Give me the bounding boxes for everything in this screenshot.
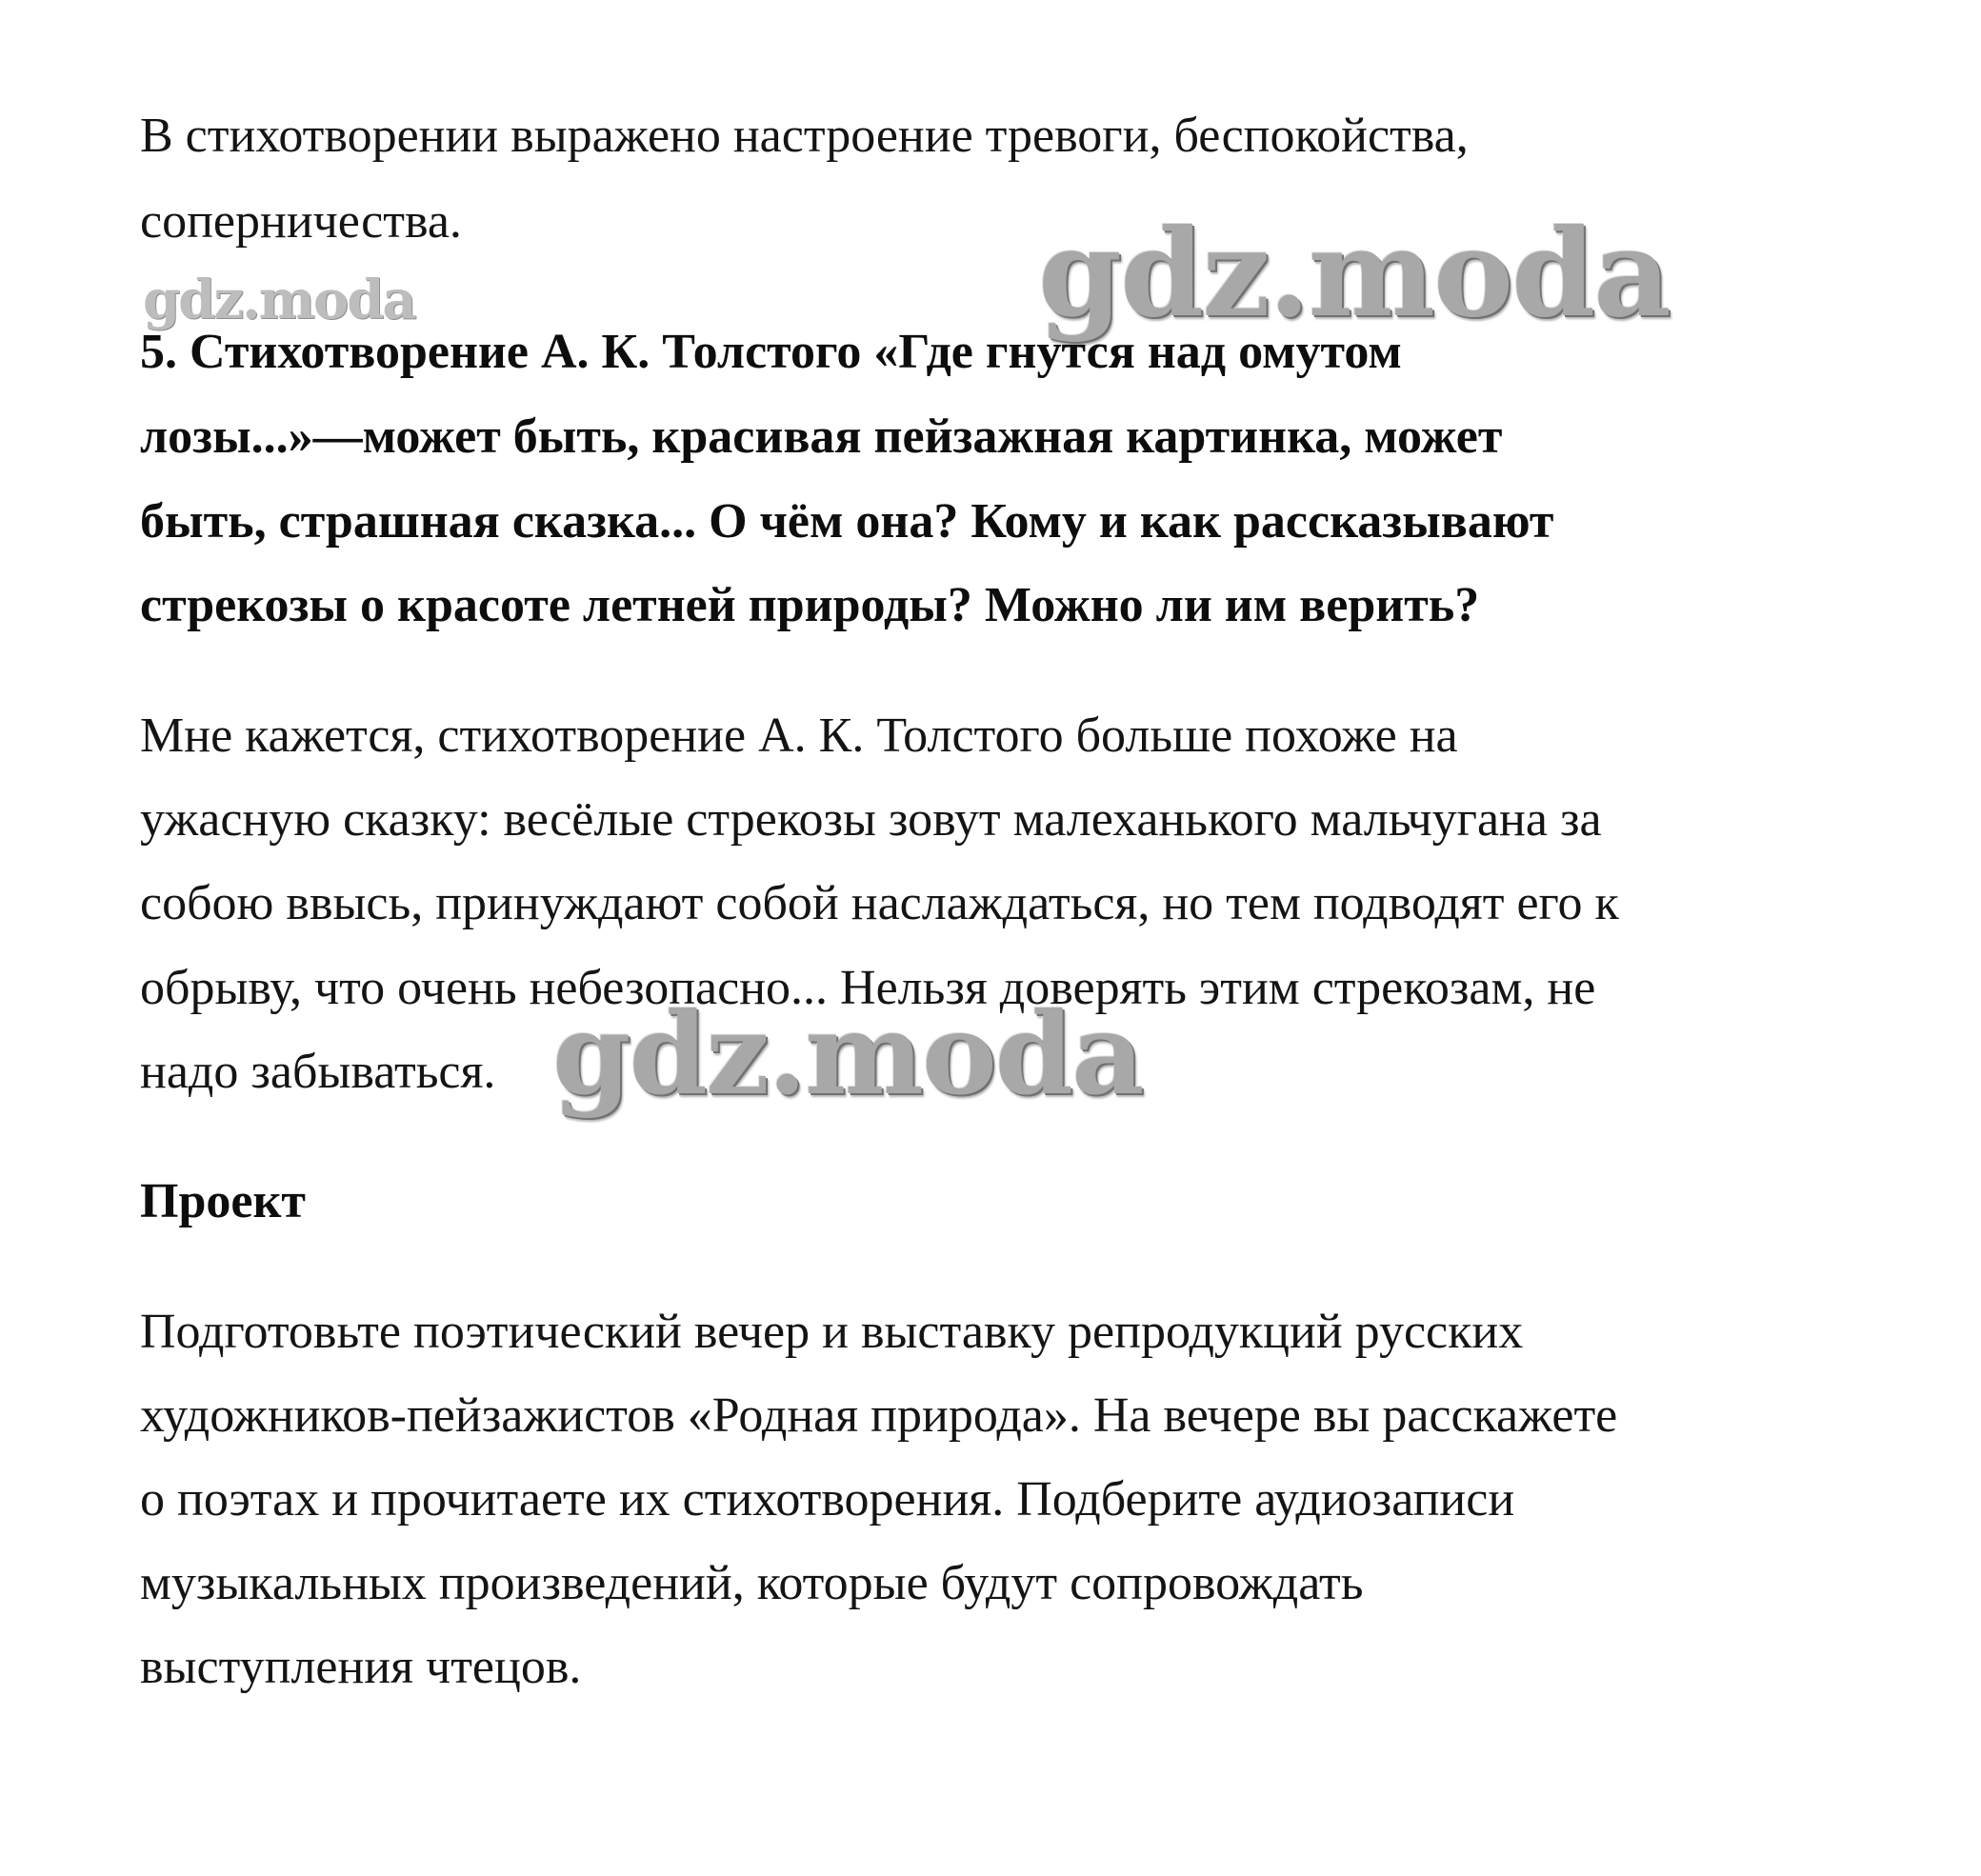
project-line: музыкальных произведений, которые будут сопровождать [140,1556,1364,1610]
watermark-large-top: gdz.moda [1038,203,1670,344]
project-line: о поэтах и прочитаете их стихотворения. Подберите аудиозаписи [140,1472,1515,1527]
answer-5-line: ужасную сказку: весёлые стрекозы зовут малеханького мальчугана за [140,792,1602,847]
project-heading: Проект [140,1174,306,1228]
question-5-line: стрекозы о красоте летней природы? Можно ли им верить? [140,578,1480,632]
watermark-large-mid: gdz.moda [552,988,1143,1120]
project-line: выступления чтецов. [140,1640,582,1694]
answer-5-line: собою ввысь, принуждают собой наслаждаться, но тем подводят его к [140,876,1619,930]
question-5-line: лозы...»—может быть, красивая пейзажная картинка, может [140,409,1503,464]
project-line: Подготовьте поэтический вечер и выставку репродукций русских [140,1305,1524,1359]
answer-5-line: обрыву, что очень небезопасно... Нельзя доверять этим стрекозам, не [140,961,1596,1015]
answer-4-line: соперничества. [140,194,462,249]
question-5-line: быть, страшная сказка... О чём она? Кому и как рассказывают [140,494,1554,549]
question-5-line: 5. Стихотворение А. К. Толстого «Где гнутся над омутом [140,325,1402,379]
watermark-small: gdz.moda [143,269,415,331]
answer-4-line: В стихотворении выражено настроение тревоги, беспокойства, [140,109,1469,163]
answer-5-line: Мне кажется, стихотворение А. К. Толстого больше похоже на [140,708,1458,763]
answer-5-line: надо забываться. [140,1045,496,1099]
project-line: художников-пейзажистов «Родная природа». На вечере вы расскажете [140,1388,1618,1443]
